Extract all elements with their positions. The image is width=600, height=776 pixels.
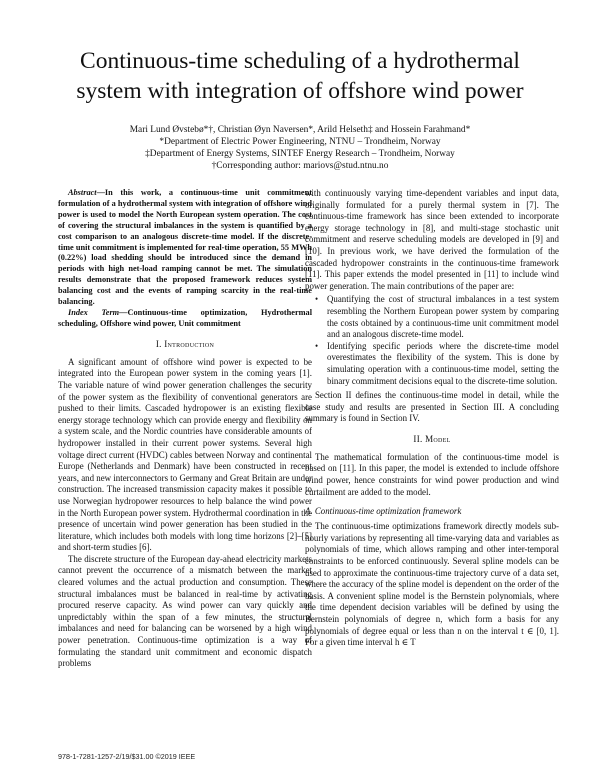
- paper-title: [40, 46, 560, 106]
- section-heading-model: II. Model: [413, 433, 451, 444]
- author-block: [40, 124, 560, 172]
- intro-paragraph-4: Section II defines the continuous-time model in detail, while the case study and results are presented in Section III. A concluding summary is found in Section IV.: [305, 390, 559, 424]
- model-paragraph-1: The mathematical formulation of the continuous-time model is based on [11]. In this paper, the model is extended to include offshore wind power, hence constraints for wind power production and wind curtailment are added to the model.: [305, 451, 559, 497]
- abstract-text: —In this work, a continuous-time unit commitment formulation of a hydrothermal system with integration of offshore wind power is used to model the North European system operation. The cost of covering the structural imbalances in the system is quantified by a cost comparison to an analogous discrete-time model. If the discrete-time unit commitment is implemented for real-time operation, 55 MWh (0.22%) load shedding should be introduced since the demand in periods with high net-load ramping cannot be met. The simulation results demonstrate that the proposed framework reduces system balancing cost and the events of ramping scarcity in the real-time balancing.: [58, 188, 312, 307]
- index-terms: [58, 308, 312, 330]
- list-item-text: Identifying specific periods where the discrete-time model overestimates the flexibility of the system. This is done by simulating operation with a continuous-time model, setting the binary commitment decisions equal to the discrete-time solution.: [327, 340, 559, 386]
- list-item-text: Quantifying the cost of structural imbalances in a test system resembling the Northern European power system by comparing the costs obtained by a continuous-time unit commitment model and an analogous discrete-time model.: [327, 294, 559, 340]
- abstract-lead: Abstract: [68, 188, 97, 197]
- title-line-2: system with integration of offshore wind power: [76, 78, 524, 104]
- intro-paragraph-2: The discrete structure of the European day-ahead electricity markets cannot prevent the occurrence of a mismatch between the market cleared volumes and the actual production and consumption. These structural imbalances must be balanced in real-time by activating procured reserve capacity. As wind power can vary quickly and unpredictably within the span of a few minutes, the structural imbalances and need for balancing can be worsened by a high wind power penetration. Continuous-time optimization is a way of formulating the standard unit commitment and economic dispatch problems: [58, 553, 312, 669]
- author-names: Mari Lund Øvstebø*†, Christian Øyn Naversen*, Arild Helseth‡ and Hossein Farahmand*: [129, 125, 471, 135]
- model-paragraph-2: The continuous-time optimizations framework directly models sub-hourly variations by representing all time-varying data and variables as polynomials of time, which allows ramping and other inter-temporal constraints to be enforced continuously. Several spline models can be used to approximate the continuous-time trajectory curve of a data set, where the accuracy of the spline model is dependent on the order of the basis. A convenient spline model is the Bernstein polynomials, where the time dependent decision variables will be defined by using the Bernstein polynomials of degree n, which form a basis for any polynomials of degree equal or less than n on the interval t ∈ [0, 1]. For a given time interval h ∈ T: [305, 521, 559, 648]
- subsection-heading-framework: A. Continuous-time optimization framework: [305, 506, 462, 517]
- list-item: [305, 294, 559, 340]
- left-column: [58, 188, 312, 670]
- bullet-icon: •: [315, 340, 319, 351]
- intro-paragraph-3: with continuously varying time-dependent variables and input data, originally formulated for a purely thermal system in [7]. The continuous-time framework has since been extended to incorporate energy storage technology in [8], and multi-stage stochastic unit commitment and reserve scheduling models are developed in [9] and [10]. In previous work, we have derived the formulation of the cascaded hydropower constraints in the continuous-time framework [11]. This paper extends the model presented in [11] to include wind power generation. The main contributions of the paper are:: [305, 188, 559, 291]
- contributions-list: [305, 294, 559, 387]
- copyright-footer: 978-1-7281-1257-2/19/$31.00 ©2019 IEEE: [58, 752, 196, 761]
- affiliation-ntnu: *Department of Electric Power Engineering, NTNU – Trondheim, Norway: [159, 137, 441, 147]
- section-heading-introduction: I. Introduction: [155, 338, 215, 349]
- abstract: [58, 188, 312, 308]
- bullet-icon: •: [315, 294, 319, 305]
- intro-paragraph-1: A significant amount of offshore wind power is expected to be integrated into the European power system in the coming years [1]. The variable nature of wind power generation challenges the security of the power system as the flexibility of conventional generators are pushed to their limits. Cascaded hydropower is an existing flexible energy storage technology which can provide energy and flexibility on a system scale, and the Nordic countries have considerable amounts of hydropower installed in their current power systems. Several high voltage direct current (HVDC) cables between Norway and continental Europe (Netherlands and Denmark) have been constructed in recent years, and new interconnectors to Germany and Great Britain are under construction. The increased transmission capacity makes it possible to use Norwegian hydropower resources to help balance the wind power in the North European power system. Hydrothermal coordination in the presence of uncertain wind power generation has been studied in the literature, which includes both models with long time horizons [2]–[5] and short-term studies [6].: [58, 356, 312, 553]
- corresponding-author: †Corresponding author: mariovs@stud.ntnu.no: [211, 161, 389, 171]
- index-terms-text: —Continuous-time optimization, Hydrothermal scheduling, Offshore wind power, Unit commitment: [58, 307, 313, 328]
- title-line-1: Continuous-time scheduling of a hydrothermal: [80, 48, 520, 74]
- index-terms-lead: Index Term: [68, 307, 120, 317]
- right-column: [305, 188, 559, 649]
- list-item: [305, 341, 559, 387]
- affiliation-sintef: ‡Department of Energy Systems, SINTEF Energy Research – Trondheim, Norway: [145, 149, 455, 159]
